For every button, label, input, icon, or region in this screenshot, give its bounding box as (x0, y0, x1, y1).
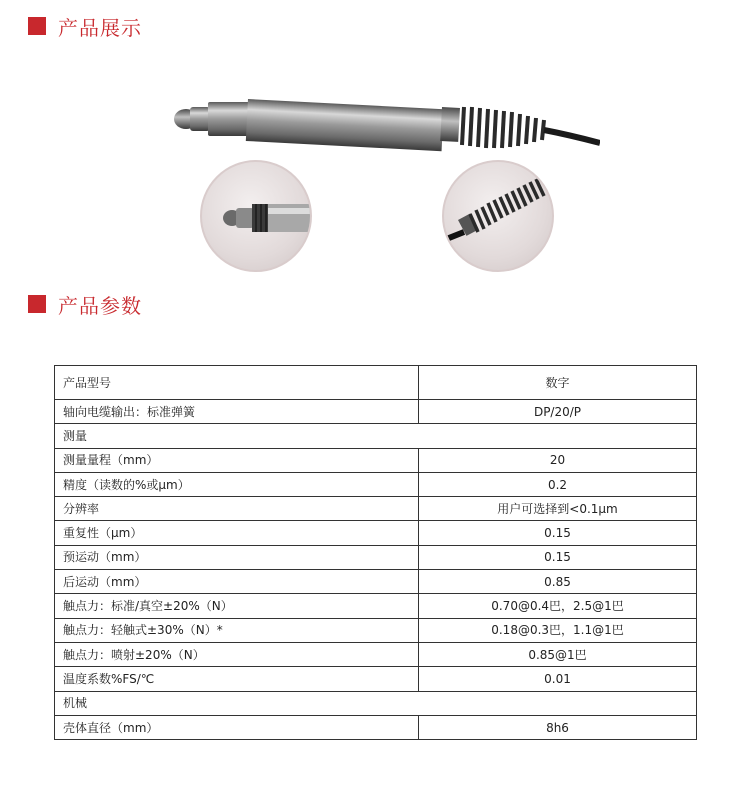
table-group-row (55, 691, 697, 715)
table-row (55, 715, 697, 739)
table-group-row (55, 424, 697, 448)
table-row-value: 0.01 (419, 667, 697, 691)
table-row-label: 分辨率 (55, 497, 419, 521)
table-row-value: 0.85@1巴 (419, 642, 697, 666)
section-title-text: 产品展示 (58, 15, 142, 40)
table-row-value: 0.18@0.3巴，1.1@1巴 (419, 618, 697, 642)
product-params-table (54, 365, 697, 740)
table-row-value: 0.85 (419, 570, 697, 594)
table-row (55, 570, 697, 594)
table-row-label: 触点力：轻触式±30%（N）* (55, 618, 419, 642)
section-marker-icon (28, 17, 46, 35)
table-row (55, 594, 697, 618)
table-row (55, 642, 697, 666)
table-row-label: 温度系数%FS/℃ (55, 667, 419, 691)
table-row-value: DP/20/P (419, 400, 697, 424)
section-title-text: 产品参数 (58, 293, 142, 318)
table-row (55, 472, 697, 496)
table-group-label: 机械 (55, 691, 697, 715)
table-row-value: 0.2 (419, 472, 697, 496)
table-row-value: 20 (419, 448, 697, 472)
table-row (55, 448, 697, 472)
zoom-detail-tip-image (200, 160, 312, 272)
table-row-value: 0.15 (419, 521, 697, 545)
table-row (55, 618, 697, 642)
zoom-detail-spring-image (442, 160, 554, 272)
table-row (55, 667, 697, 691)
table-row-label: 测量量程（mm） (55, 448, 419, 472)
table-group-label: 测量 (55, 424, 697, 448)
table-row-label: 后运动（mm） (55, 570, 419, 594)
table-row-value: 用户可选择到<0.1μm (419, 497, 697, 521)
table-row (55, 497, 697, 521)
table-header-row (55, 366, 697, 400)
section-title-product-params (28, 290, 142, 318)
table-row-value: 0.70@0.4巴，2.5@1巴 (419, 594, 697, 618)
table-row-label: 触点力：喷射±20%（N） (55, 642, 419, 666)
table-row-value: 8h6 (419, 715, 697, 739)
section-title-product-display (28, 12, 142, 40)
table-row (55, 545, 697, 569)
table-row (55, 400, 697, 424)
table-row (55, 521, 697, 545)
table-row-label: 壳体直径（mm） (55, 715, 419, 739)
table-row-label: 预运动（mm） (55, 545, 419, 569)
table-row-label: 触点力：标准/真空±20%（N） (55, 594, 419, 618)
table-header-value: 数字 (419, 366, 697, 400)
table-row-label: 重复性（μm） (55, 521, 419, 545)
table-row-label: 精度（读数的%或μm） (55, 472, 419, 496)
table-header-label: 产品型号 (55, 366, 419, 400)
section-marker-icon (28, 295, 46, 313)
probe-product-image (160, 85, 600, 160)
table-row-value: 0.15 (419, 545, 697, 569)
table-row-label: 轴向电缆输出：标准弹簧 (55, 400, 419, 424)
